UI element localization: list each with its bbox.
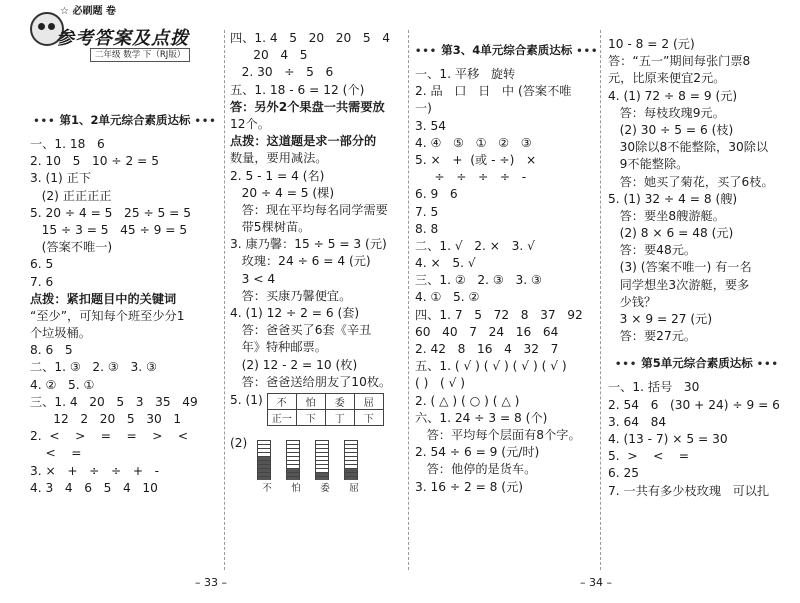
column-4 — [608, 0, 786, 580]
answer-line: 15 ÷ 3 = 5 45 ÷ 9 = 5 — [30, 222, 188, 237]
answer-list — [415, 66, 595, 496]
answer-line: (2) 8 × 6 = 48 (元) — [608, 226, 734, 241]
answer-list — [30, 136, 220, 497]
q5-tally-table-row — [230, 393, 402, 426]
answer-line: 答：要48元。 — [608, 243, 697, 258]
answer-line: 个垃圾桶。 — [30, 326, 91, 341]
table-header-cell: 屈 — [354, 393, 383, 409]
answer-line: 年》特种邮票。 — [230, 340, 327, 355]
answer-list — [608, 379, 786, 499]
answer-line: 5. 20 ÷ 4 = 5 25 ÷ 5 = 5 — [30, 205, 191, 220]
answer-line: 点拨：这道题是求一部分的 — [230, 134, 377, 149]
answer-line: 四、1. 4 5 20 20 5 4 — [230, 31, 391, 45]
answer-line: 答：平均每个层面有8个字。 — [415, 427, 581, 442]
column-2 — [230, 0, 402, 580]
answer-line: 2. 品 口 日 中 (答案不唯 — [415, 84, 572, 99]
answer-line: 7. 6 — [30, 274, 54, 289]
graph-label: 怕 — [291, 482, 301, 494]
answer-line: 二、1. √ 2. × 3. √ — [415, 238, 535, 253]
answer-line: 答：她买了菊花，买了6枝。 — [608, 174, 774, 189]
answer-line: 少钱？ — [608, 294, 657, 309]
answer-line: 一、1. 平移 旋转 — [415, 67, 516, 81]
answer-line: 答：爸爸买了6套《辛丑 — [230, 323, 372, 338]
table-cell: 下 — [354, 409, 383, 425]
answer-line: 7. 一共有多少枝玫瑰 可以扎 — [608, 483, 770, 498]
answer-line: 8. 8 — [415, 221, 439, 236]
answer-line: 60 40 7 24 16 64 — [415, 324, 559, 339]
answer-line: < = — [30, 446, 82, 461]
answer-line: 6. 25 — [608, 466, 640, 481]
answer-line: 9不能整除。 — [608, 157, 689, 172]
answer-line: 五、1. 18 - 6 = 12 (个) — [230, 82, 365, 97]
answer-line: 4. ② 5. ① — [30, 377, 95, 392]
answer-line: 答：要27元。 — [608, 329, 697, 344]
answer-key-logo — [30, 0, 220, 108]
answer-line: 答：“五一”期间每张门票8 — [608, 54, 751, 69]
graph-bar — [315, 440, 329, 480]
answer-line: 答：另外2个果盘一共需要放 — [230, 99, 385, 114]
answer-line: 7. 5 — [415, 204, 439, 219]
answer-line: 三、1. ② 2. ③ 3. ③ — [415, 273, 542, 288]
bar-graph — [257, 436, 358, 480]
answer-line: 同学想坐3次游艇，要多 — [608, 277, 750, 292]
answer-line: 3. × + ÷ ÷ + - — [30, 463, 160, 478]
answer-line: 2. 5 - 1 = 4 (名) — [230, 168, 325, 183]
answer-list — [608, 36, 786, 345]
section-heading-unit5: ••• 第5单元综合素质达标 ••• — [615, 356, 779, 371]
answer-line: 20 ÷ 4 = 5 (棵) — [230, 185, 335, 200]
answer-line: 3. 康乃馨：15 ÷ 5 = 3 (元) — [230, 237, 387, 252]
answer-line: 4. ④ ⑤ ① ② ③ — [415, 135, 532, 150]
page-number-right: – 34 – — [580, 576, 612, 589]
answer-line: 六、1. 24 ÷ 3 = 8 (个) — [415, 410, 548, 425]
answer-line: 元，比原来便宜2元。 — [608, 71, 726, 86]
answer-line: 玫瑰：24 ÷ 6 = 4 (元) — [230, 254, 371, 269]
column-3 — [415, 0, 599, 580]
graph-label: 委 — [320, 482, 330, 494]
table-header-cell: 委 — [325, 393, 354, 409]
answer-line: 答：买康乃馨便宜。 — [230, 288, 352, 303]
answer-line: 4. × 5. √ — [415, 256, 476, 271]
answer-line: 4. 3 4 6 5 4 10 — [30, 480, 158, 495]
bar-graph-labels — [260, 480, 402, 494]
graph-bar — [286, 440, 300, 480]
answer-line: 二、1. ③ 2. ③ 3. ③ — [30, 360, 157, 375]
answer-line: 6. 5 — [30, 257, 54, 272]
answer-line: ( ) ( √ ) — [415, 376, 466, 391]
answer-line: (答案不唯一) — [30, 240, 113, 255]
answer-line: 2. 54 6 (30 + 24) ÷ 9 = 6 — [608, 397, 780, 412]
answer-line: 答：他停的是货车。 — [415, 462, 537, 477]
answer-line: 2. 30 ÷ 5 6 — [230, 65, 334, 80]
answer-line: “至少”，可知每个班至少分1 — [30, 308, 185, 323]
answer-line: 一、1. 18 6 — [30, 137, 105, 151]
answer-line: 一、1. 括号 30 — [608, 380, 700, 395]
logo-subtitle: 二年级 数学 下（RJ版） — [90, 48, 190, 62]
q5-2-label: (2) — [230, 435, 248, 450]
answer-line: 2. 54 ÷ 6 = 9 (元/时) — [415, 445, 540, 460]
answer-line: 4. ① 5. ② — [415, 290, 480, 305]
answer-line: 2. < > = = > < — [30, 429, 189, 444]
answer-line: 答：每枝玫瑰9元。 — [608, 105, 725, 120]
logo-top-text: ☆ 必刷题 卷 — [60, 6, 116, 17]
table-cell: 正一 — [267, 409, 296, 425]
answer-line: 3 × 9 = 27 (元) — [608, 312, 713, 326]
answer-line: 5. > < = — [608, 449, 690, 464]
answer-line: 3. 64 84 — [608, 414, 667, 429]
graph-bar — [344, 440, 358, 480]
answer-line: 4. (1) 12 ÷ 2 = 6 (套) — [230, 306, 360, 320]
graph-label: 不 — [262, 482, 272, 494]
answer-line: 2. 42 8 16 4 32 7 — [415, 342, 559, 356]
answer-line: (3) (答案不唯一) 有一名 — [608, 260, 752, 275]
answer-line: 2. ( △ ) ( ○ ) ( △ ) — [415, 393, 520, 408]
answer-line: 4. (13 - 7) × 5 = 30 — [608, 431, 728, 446]
answer-line: 4. (1) 72 ÷ 8 = 9 (元) — [608, 88, 738, 103]
answer-line: (2) 12 - 2 = 10 (枚) — [230, 357, 358, 372]
table-header-cell: 不 — [267, 393, 296, 409]
answer-line: 答：现在平均每名同学需要 — [230, 202, 388, 217]
answer-line: 五、1. ( √ ) ( √ ) ( √ ) ( √ ) — [415, 359, 567, 374]
table-cell: 丁 — [325, 409, 354, 425]
answer-line: 5. × + (或 - ÷) × — [415, 152, 537, 167]
answer-line: 12个。 — [230, 116, 270, 131]
section-heading-unit1-2: ••• 第1、2单元综合素质达标 ••• — [33, 113, 217, 127]
answer-line: 10 - 8 = 2 (元) — [608, 37, 695, 51]
answer-line: 点拨：紧扣题目中的关键词 — [30, 291, 177, 306]
answer-line: 6. 9 6 — [415, 187, 458, 202]
answer-line: 3. (1) 正下 — [30, 171, 92, 186]
page-number-left: – 33 – — [195, 576, 227, 589]
answer-line: 12 2 20 5 30 1 — [30, 412, 182, 426]
table-cell: 下 — [296, 409, 325, 425]
answer-line: 带5棵树苗。 — [230, 220, 311, 235]
answer-line: 四、1. 7 5 72 8 37 92 — [415, 307, 583, 322]
graph-label: 屈 — [349, 482, 359, 494]
answer-line: 8. 6 5 — [30, 343, 73, 358]
answer-line: 数量，要用减法。 — [230, 151, 328, 166]
answer-line: ÷ ÷ ÷ ÷ - — [415, 170, 527, 185]
answer-line: 一) — [415, 101, 432, 116]
answer-line: 2. 10 5 10 ÷ 2 = 5 — [30, 154, 159, 169]
graph-bar — [257, 440, 271, 480]
answer-line: 5. (1) 32 ÷ 4 = 8 (艘) — [608, 191, 738, 206]
answer-line: 20 4 5 — [230, 48, 308, 63]
table-header-cell: 怕 — [296, 393, 325, 409]
answer-line: 3 < 4 — [230, 271, 276, 286]
q5-label: 5. (1) — [230, 392, 263, 407]
answer-line: 三、1. 4 20 5 3 35 49 — [30, 394, 198, 409]
section-heading-unit3-4: ••• 第3、4单元综合素质达标 ••• — [415, 43, 599, 57]
answer-line: (2) 正正正正 — [30, 188, 112, 203]
tally-table — [267, 393, 384, 426]
q5-bar-graph-row — [230, 436, 402, 480]
answer-list — [230, 30, 402, 391]
logo-title: 参考答案及点拨 — [56, 28, 189, 49]
column-1 — [30, 0, 220, 580]
answer-line: 答：爸爸送给朋友了10枚。 — [230, 374, 392, 389]
answer-line: 3. 16 ÷ 2 = 8 (元) — [415, 479, 524, 494]
answer-line: 3. 54 — [415, 118, 447, 133]
answer-line: 30除以8不能整除，30除以 — [608, 140, 769, 155]
answer-line: 答：要坐8艘游艇。 — [608, 208, 725, 223]
answer-line: (2) 30 ÷ 5 = 6 (枝) — [608, 122, 734, 137]
